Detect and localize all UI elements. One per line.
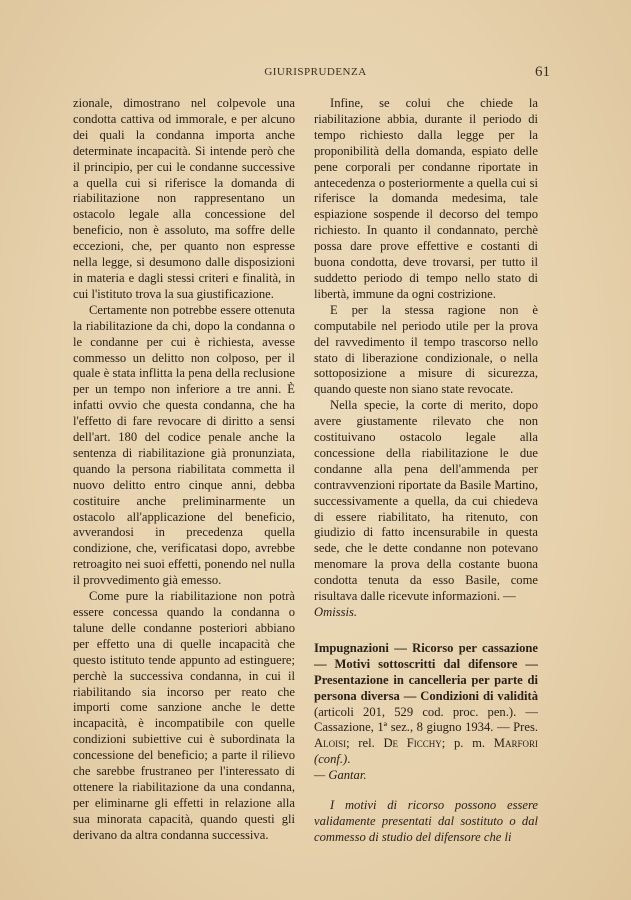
case-heading: Impugnazioni — Ricorso per cassazione — Motivi sottoscritti dal difensore — Presentazione in cancelleria per parte di persona diversa — Condizioni di validità (articoli 201, 529 cod. proc. pen.). — Cassazione, 1ª sez., 8 giugno 1934. — Pres. Aloisi; rel. De Ficchy; p. m. Marfori (conf.). — Gantar. (314, 640, 539, 783)
running-header: GIURISPRUDENZA (264, 66, 367, 78)
rapporteur-name: De Ficchy (383, 736, 442, 751)
pm-name: Marfori (493, 736, 539, 751)
headnote: I motivi di ricorso possono essere validamente presentati dal sostituto o dal commesso di studio del difensore che li (314, 798, 538, 844)
paragraph: Certamente non potrebbe essere ottenuta la riabilitazione da chi, dopo la condanna o le condanne per cui è richiesta, avesse commesso un delitto non colposo, per il quale è stata inflitta la pena della reclusione per un tempo non inferiore a tre anni. È infatti ovvio che questa condanna, che ha l'effetto di fare revocare di diritto a sensi dell'art. 180 del codice penale anche la sentenza di riabilitazione già pronunziata, quando la persona riabilitata commetta il nuovo delitto entro cinque anni, debba costituire anche preliminarmente un ostacolo all'applicazione del beneficio, avverandosi in precedenza quella condizione, che, verificatasi dopo, avrebbe retroagito nei suoi effetti, ponendo nel nulla il provvedimento già emesso. (73, 302, 295, 588)
president-name: Aloisi (314, 736, 347, 751)
paragraph-text: Nella specie, la corte di merito, dopo avere giustamente rilevato che non costituivano ostacolo legale alla concessione della riabilitazione le due condanne alla pena dell'ammenda per contravvenzioni riportate da Basile Martino, successivamente a quella, da cui chiedeva di essere riabilitato, ha ritenuto, con giudizio di fatto incensurabile in questa sede, che le dette condanne non potevano menomare la prova della costante buona condotta tenuta da esso Basile, come risultava dalle ricevute informazioni. — (314, 398, 538, 604)
left-column (73, 96, 295, 844)
paragraph (314, 398, 538, 621)
paragraph: E per la stessa ragione non è computabile nel periodo utile per la prova del ravvedimento il tempo trascorso nello stato di liberazione condizionale, o nella sottoposizione a misure di sicurezza, quando queste non siano state revocate. (314, 302, 538, 397)
case-heading-citation: (articoli 201, 529 cod. proc. pen.). — Cassazione, 1ª sez., 8 giugno 1934. — Pres. (314, 704, 538, 735)
paragraph: zionale, dimostrano nel colpevole una condotta cattiva od immorale, e per alcuno dei quali la condanna importa anche determinate incapacità. Si intende però che il principio, per cui le condanne successive a quella cui si riferisce la domanda di riabilitazione non rappresentano un ostacolo legale alla concessione del beneficio, non è assoluto, ma soffre delle eccezioni, che, per quanto non espresse nella legge, si desumono dalle disposizioni in materia e dagli stessi criteri e finalità, in cui l'istituto trova la sua giustificazione. (73, 96, 295, 301)
party-name: — Gantar. (314, 768, 367, 783)
case-heading-title: Impugnazioni — Ricorso per cassazione — Motivi sottoscritti dal difensore — Presentazione in cancelleria per parte di persona diversa — Condizioni di validità (314, 640, 538, 703)
conf-label: (conf.) (314, 752, 348, 767)
pm-label: ; p. m. (441, 736, 486, 751)
omissis-text: Omissis. (314, 605, 358, 619)
paragraph: Come pure la riabilitazione non potrà essere concessa quando la condanna o talune delle condanne posteriori abbiano per effetto una di quelle incapacità che questo istituto tende appunto ad estinguere; perchè la successiva condanna, in cui il riabilitando sia incorso per reato che importi come sanzione anche le dette incapacità, è incompatibile con quelle condizioni subiettive cui è subordinata la concessione del beneficio; a parte il rilievo che sarebbe frustraneo per l'interessato di ottenere la riabilitazione da una condanna, per eliminarne gli effetti in relazione alla sua minorata capacità, quando questi gli derivano da altra condanna successiva. (73, 589, 295, 842)
paragraph: Infine, se colui che chiede la riabilitazione abbia, durante il periodo di tempo richiesto dalla legge per la proponibilità della domanda, espiato delle pene corporali per condanne riportate in antecedenza o posteriormente a quella cui si riferisce la domanda medesima, tale espiazione sospende il decorso del tempo richiesto. In quanto il condannato, perchè possa dare prove effettive e costanti di buona condotta, deve trovarsi, per tutto il suddetto periodo di tempo nello stato di libertà, immune da ogni costrizione. (314, 96, 538, 301)
page-number: 61 (535, 64, 550, 80)
rapporteur-label: ; rel. (346, 736, 375, 751)
right-column (314, 96, 538, 846)
